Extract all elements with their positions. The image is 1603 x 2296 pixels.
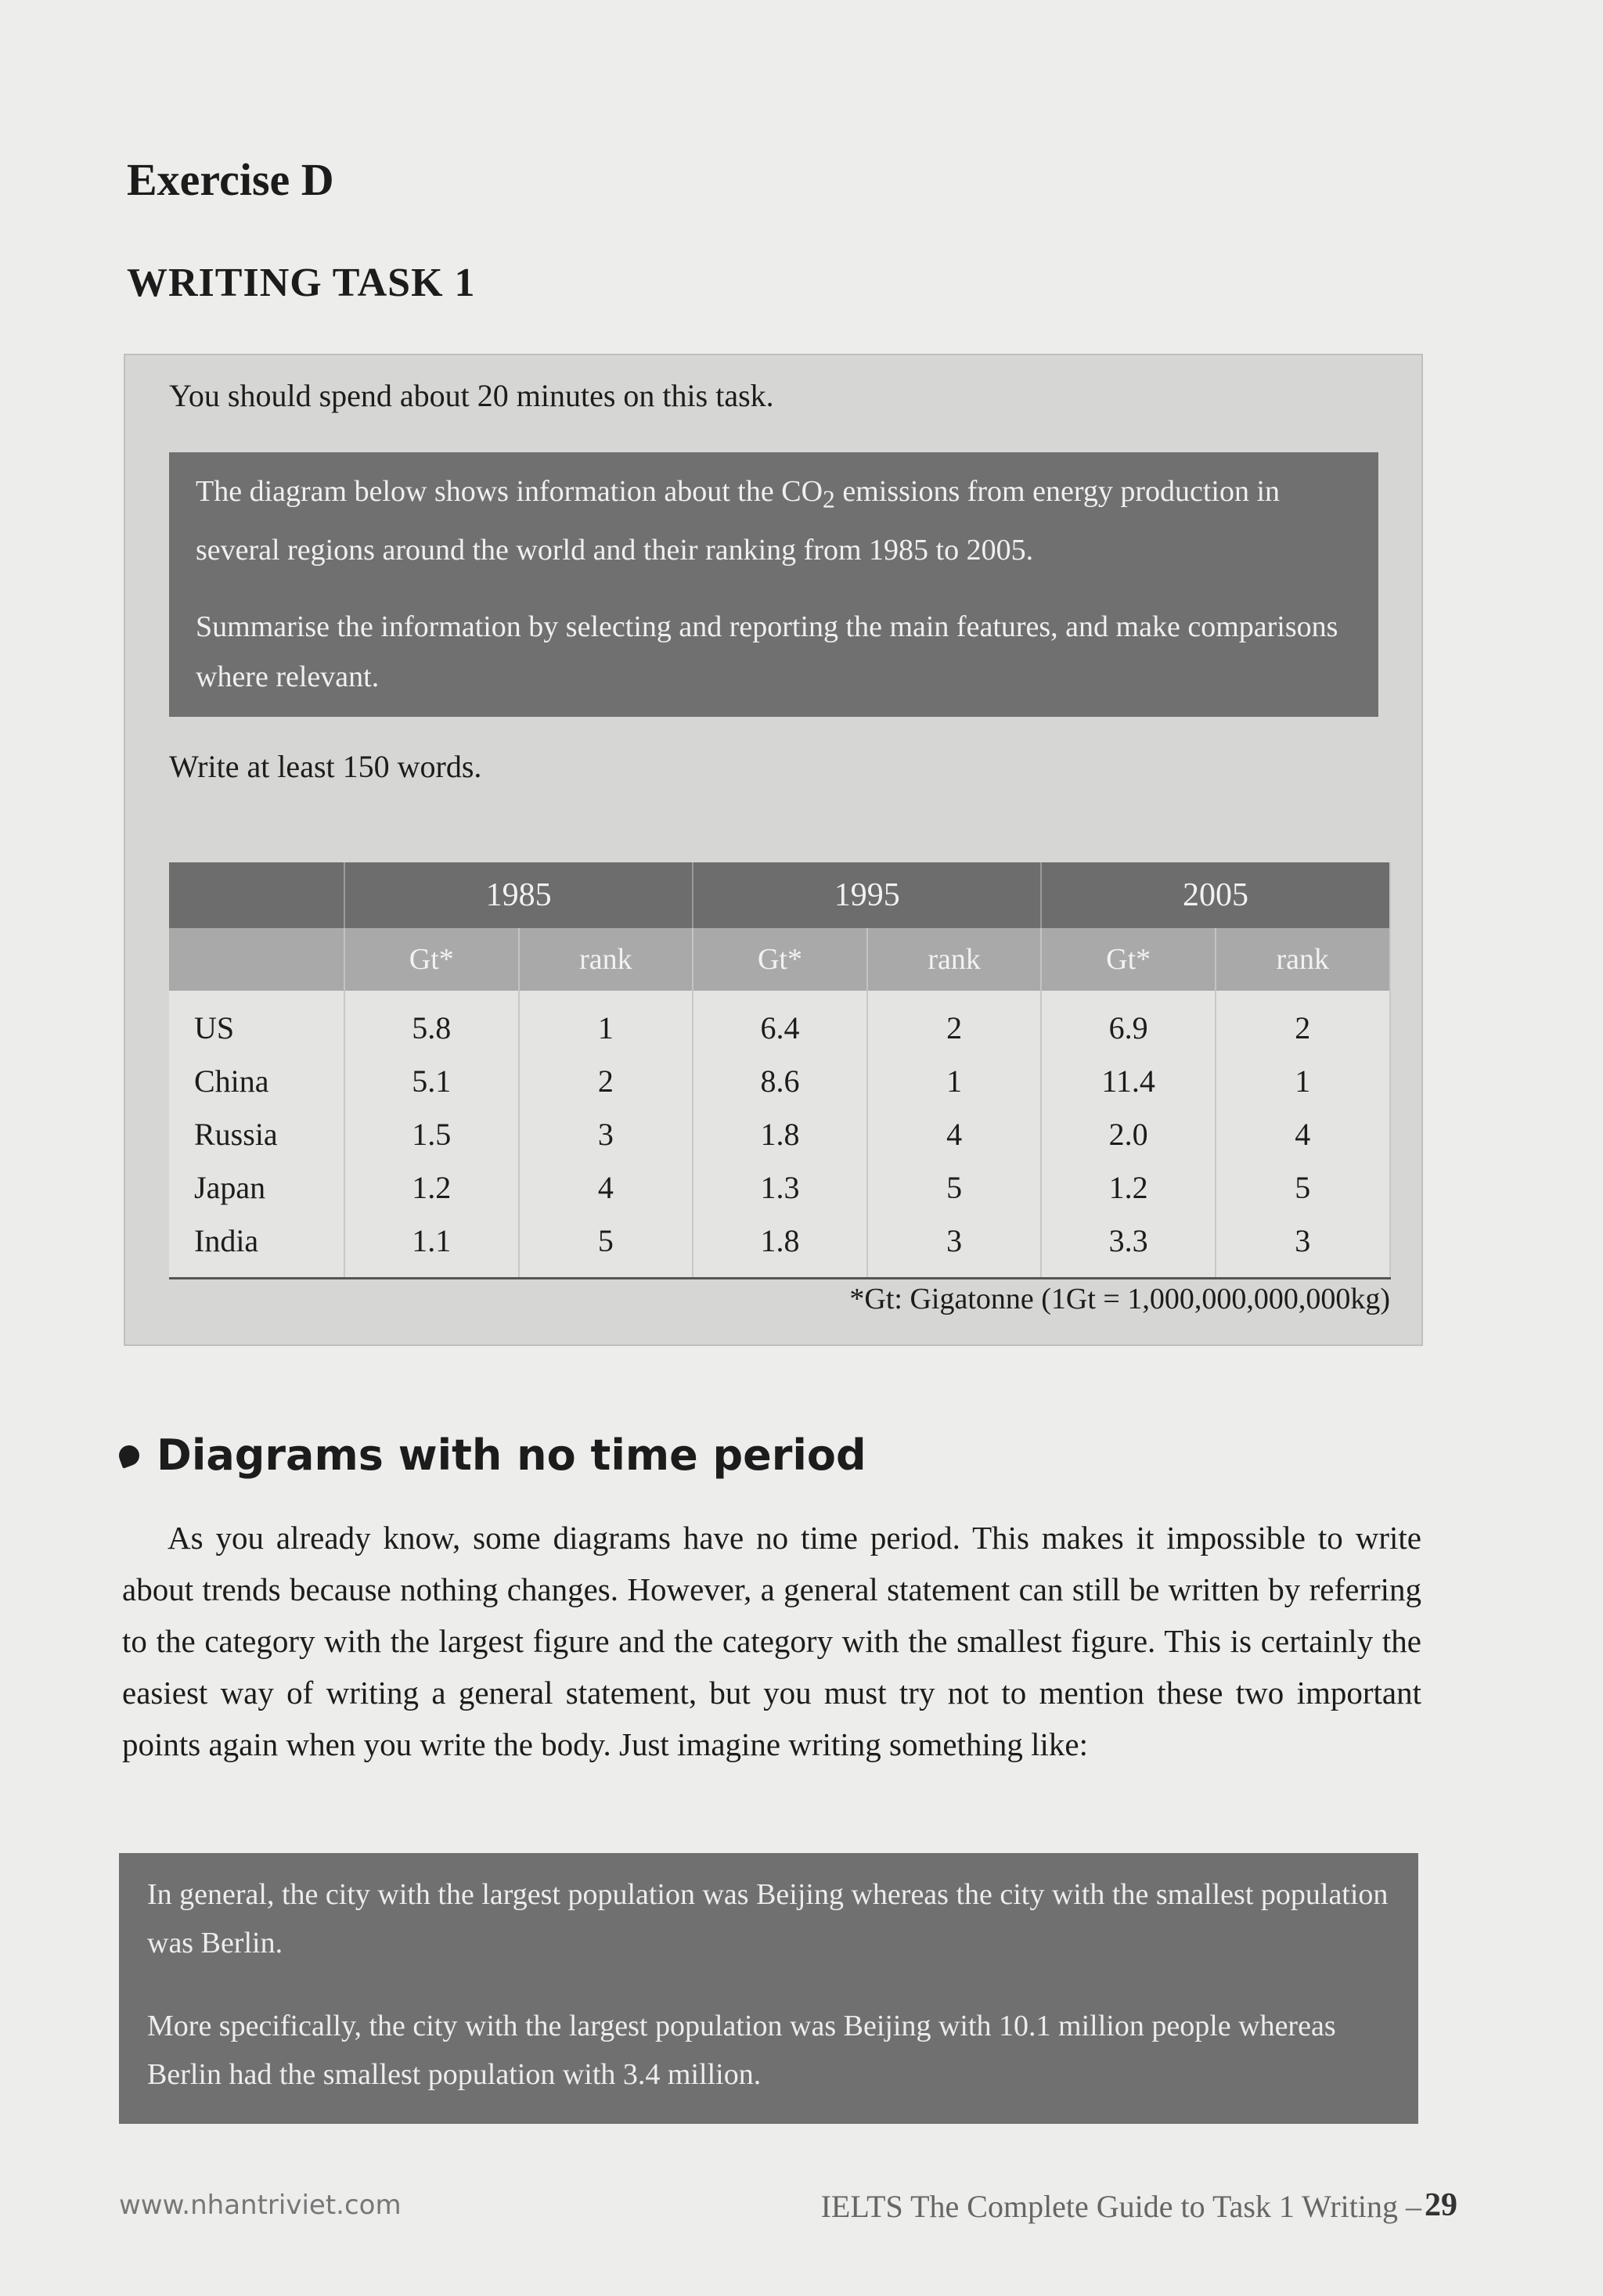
table-footnote: *Gt: Gigatonne (1Gt = 1,000,000,000,000kg) — [849, 1283, 1390, 1315]
task-heading: WRITING TASK 1 — [127, 261, 476, 305]
table-row — [169, 1161, 1390, 1214]
table-cell: 5.8 — [344, 991, 519, 1054]
table-cell: 5 — [867, 1161, 1042, 1214]
region-cell: Russia — [169, 1107, 344, 1161]
table-cell: 5.1 — [344, 1054, 519, 1107]
table-cell: 1.5 — [344, 1107, 519, 1161]
section-heading-text: Diagrams with no time period — [157, 1431, 866, 1480]
table-cell: 11.4 — [1041, 1054, 1216, 1107]
table-corner-sub — [169, 928, 344, 991]
table-cell: 6.9 — [1041, 991, 1216, 1054]
prompt-text: The diagram below shows information about the CO — [196, 475, 823, 508]
table-row — [169, 1054, 1390, 1107]
table-row — [169, 1214, 1390, 1279]
column-header: rank — [867, 928, 1042, 991]
table-cell: 3 — [519, 1107, 693, 1161]
exercise-heading: Exercise D — [127, 154, 334, 205]
prompt-subscript: 2 — [823, 485, 835, 513]
table-cell: 1.3 — [693, 1161, 867, 1214]
table-row — [169, 991, 1390, 1054]
table-cell: 5 — [1216, 1161, 1390, 1214]
table-cell: 4 — [867, 1107, 1042, 1161]
region-cell: US — [169, 991, 344, 1054]
table-cell: 3 — [1216, 1214, 1390, 1279]
table-corner — [169, 862, 344, 928]
section-heading — [119, 1431, 866, 1480]
column-header: Gt* — [344, 928, 519, 991]
table-cell: 1 — [1216, 1054, 1390, 1107]
year-header: 2005 — [1041, 862, 1389, 928]
task-prompt-paragraph-2: Summarise the information by selecting and reporting the main features, and make comparisons where relevant. — [196, 610, 1338, 693]
table-cell: 2 — [1216, 991, 1390, 1054]
table-cell: 1.8 — [693, 1214, 867, 1279]
table-cell: 2 — [519, 1054, 693, 1107]
table-cell: 5 — [519, 1214, 693, 1279]
footer-url: www.nhantriviet.com — [119, 2190, 402, 2221]
example-box — [119, 1853, 1418, 2124]
footer-book-title: IELTS The Complete Guide to Task 1 Writing – — [820, 2189, 1421, 2224]
table-cell: 1.8 — [693, 1107, 867, 1161]
emissions-table — [169, 862, 1391, 1279]
example-paragraph: In general, the city with the largest population was Beijing whereas the city with the smallest population was Berlin. — [147, 1878, 1389, 1960]
region-cell: India — [169, 1214, 344, 1279]
column-header: rank — [519, 928, 693, 991]
table-cell: 1.2 — [1041, 1161, 1216, 1214]
task-box — [124, 354, 1423, 1346]
task-prompt-box — [169, 452, 1378, 717]
table-row — [169, 1107, 1390, 1161]
prompt-text-cont: emissions from energy production in several regions around the world and their ranking from 1985 to 2005. — [196, 475, 1281, 567]
table-cell: 6.4 — [693, 991, 867, 1054]
page-number: 29 — [1425, 2187, 1457, 2223]
year-header: 1995 — [693, 862, 1041, 928]
table-cell: 2 — [867, 991, 1042, 1054]
table-cell: 4 — [519, 1161, 693, 1214]
table-cell: 8.6 — [693, 1054, 867, 1107]
table-cell: 3 — [867, 1214, 1042, 1279]
example-paragraph-2: More specifically, the city with the largest population was Beijing with 10.1 million people whereas Berlin had the smallest population with 3.4 million. — [147, 2010, 1336, 2091]
table-cell: 1.1 — [344, 1214, 519, 1279]
table-cell: 2.0 — [1041, 1107, 1216, 1161]
table-cell: 3.3 — [1041, 1214, 1216, 1279]
table-cell: 1 — [519, 991, 693, 1054]
table-cell: 4 — [1216, 1107, 1390, 1161]
region-cell: Japan — [169, 1161, 344, 1214]
column-header: rank — [1216, 928, 1390, 991]
column-header: Gt* — [1041, 928, 1216, 991]
table-cell: 1.2 — [344, 1161, 519, 1214]
task-instruction: You should spend about 20 minutes on this task. — [169, 378, 774, 413]
bullet-icon — [116, 1442, 142, 1468]
body-paragraph: As you already know, some diagrams have no time period. This makes it impossible to write about trends because nothing changes. However, a general statement can still be written by referring to the category with the largest figure and the category with the smallest figure. This is certainly the easiest way of writing a general statement, but you must try not to mention these two important points again when you write the body. Just imagine writing something like: — [122, 1520, 1421, 1762]
table-cell: 1 — [867, 1054, 1042, 1107]
task-prompt-paragraph — [196, 466, 1352, 575]
region-cell: China — [169, 1054, 344, 1107]
year-header: 1985 — [344, 862, 693, 928]
word-count-instruction: Write at least 150 words. — [169, 749, 482, 784]
column-header: Gt* — [693, 928, 867, 991]
